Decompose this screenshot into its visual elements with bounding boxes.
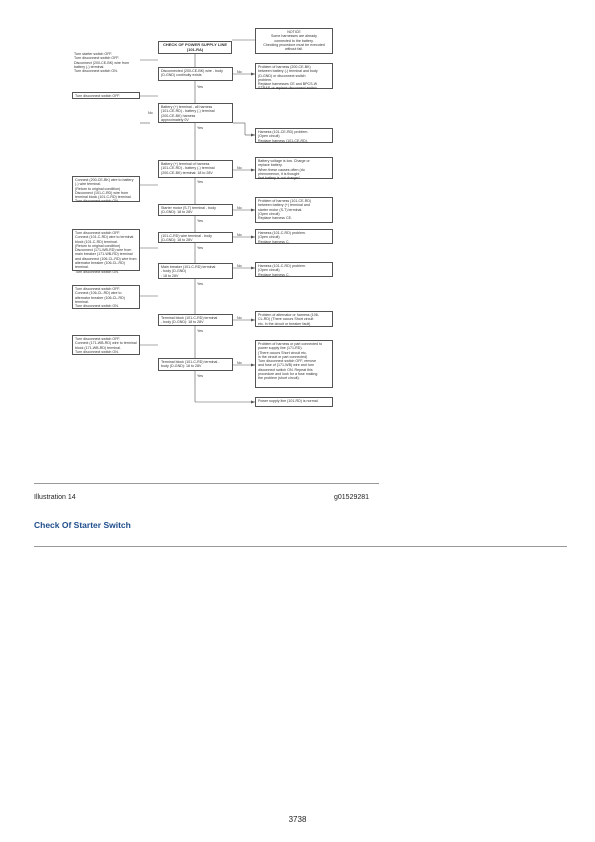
illustration-code: g01529281 — [334, 494, 370, 501]
check-box-2: Battery (+) terminal - all harness (101-CE-RD) - battery (-) terminal (200-CE-BK) harness approximately 0V — [158, 103, 233, 123]
result-box-3: Battery voltage is low. Charge or replace battery. When these causes often (do phenomenon, it is thought that battery is not charged. — [255, 157, 333, 179]
no-label-6: No — [237, 264, 242, 268]
section-rule — [34, 546, 567, 547]
left-step-box-2: Turn disconnect switch OFF. — [72, 92, 140, 99]
check-box-4: Starter motor (S-T) terminal - body (D-GND): 18 to 28V — [158, 204, 233, 216]
no-label-3: No — [237, 166, 242, 170]
no-label-5: No — [237, 233, 242, 237]
check-box-1: Disconnected (200-CE-BK) wire - body (D-GND) continuity exists — [158, 67, 233, 81]
check-box-3: Battery (+) terminal of harness (101-CE-RD) - battery (-) terminal (200-CE-BK) terminal: 18 to 28V — [158, 160, 233, 178]
yes-label-1: Yes — [197, 85, 203, 89]
final-box: Power supply line (101-RD) is normal. — [255, 397, 333, 407]
left-step-box-1: Turn starter switch OFF. Turn disconnect switch OFF. Disconnect (200-CE-BK) wire from battery (-) terminal. Turn disconnect switch ON. — [72, 51, 140, 75]
caption-top-rule — [34, 483, 379, 484]
flowchart-title: CHECK OF POWER SUPPLY LINE (101-RA) — [158, 41, 232, 54]
yes-label-5: Yes — [197, 246, 203, 250]
check-box-6: Main breaker (101-C-RD) terminal - body (D-GND) : 18 to 28V — [158, 263, 233, 279]
page-number: 3738 — [288, 815, 307, 824]
result-box-2: Harness (101-CE-RD) problem. (Open circuit) Replace harness (101-CE-RD). — [255, 128, 333, 143]
no-label-7: No — [237, 316, 242, 320]
yes-label-7: Yes — [197, 329, 203, 333]
section-heading: Check Of Starter Switch — [34, 520, 131, 530]
result-box-8: Problem of harness or part connected to power supply line (171-RD). (There occurs Short circuit etc. in the circuit or part connected) Turn disconnect switch OFF, remove and fuse of (171-WB) wire and turn disconnect switch ON. Repeat this procedure and look for a fuse making the problem (short circuit). — [255, 340, 333, 388]
check-box-5: (101-C-RD) wire terminal - body (D-GND): 18 to 28V — [158, 232, 233, 243]
no-label-8: No — [237, 361, 242, 365]
result-box-5: Harness (101-C-RD) problem. (Open circuit) Replace harness C. — [255, 229, 333, 244]
illustration-label: Illustration 14 — [34, 494, 76, 501]
yes-label-2: Yes — [197, 126, 203, 130]
result-box-6: Harness (101-C-RD) problem. (Open circuit) Replace harness C. — [255, 262, 333, 277]
result-box-1: Problem of harness (200-CE-BK) between battery (-) terminal and body (D-GND) or disconnect switch problem. Replace harnesses CE and BPCS-W STRAP, or replace disconnect switch. — [255, 63, 333, 89]
left-step-box-6: Turn disconnect switch OFF. Connect (171-WB-RD) wire to terminal block (171-WB-RD) terminal. Turn disconnect switch ON. — [72, 335, 140, 355]
notice-box: NOTICE Some harnesses are already connected to the battery. Checking procedure must be executed without fail. — [255, 28, 333, 54]
yes-label-3: Yes — [197, 180, 203, 184]
no-label-4: No — [237, 206, 242, 210]
left-step-box-5: Turn disconnect switch OFF. Connect (106-CL-RD) wire to alternator breaker (106-CL-RD) terminal. Turn disconnect switch ON. — [72, 285, 140, 309]
left-step-box-3: Connect (200-CE-BK) wire to battery (-) wire terminal. (Return to original condition) Disconnect (101-C-RD) wire from terminal block (101-C-RD) terminal. Turn disconnect switch ON. — [72, 176, 140, 202]
check-box-8: Terminal block (101-C-RD) terminal - body (D-GND): 18 to 28V — [158, 358, 233, 371]
left-step-box-4: Turn disconnect switch OFF. Connect (101-C-RD) wire to terminal block (101-C-RD) terminal. (Return to original condition) Disconnect (171-WB-RD) wire from main breaker (171-WB-RD) terminal and disconnect (106-CL-RD) wire from alternator breaker (106-CL-RD) terminal. Turn disconnect switch ON. — [72, 229, 140, 271]
result-box-4: Problem of harness (101-CE-RD) between battery (+) terminal and starter motor (S-T) terminal. (Open circuit) Replace harness CE. — [255, 197, 333, 223]
no-label-2: No — [148, 111, 153, 115]
result-box-7: Problem of alternator or harness (106- CL-RD) (There occurs Short circuit etc. in the circuit or breaker fault) — [255, 311, 333, 327]
no-label-1: No — [237, 70, 242, 74]
yes-label-6: Yes — [197, 282, 203, 286]
check-box-7: Terminal block (101-C-RD) terminal - body (D-GND): 18 to 28V — [158, 314, 233, 326]
yes-label-4: Yes — [197, 219, 203, 223]
yes-label-8: Yes — [197, 374, 203, 378]
